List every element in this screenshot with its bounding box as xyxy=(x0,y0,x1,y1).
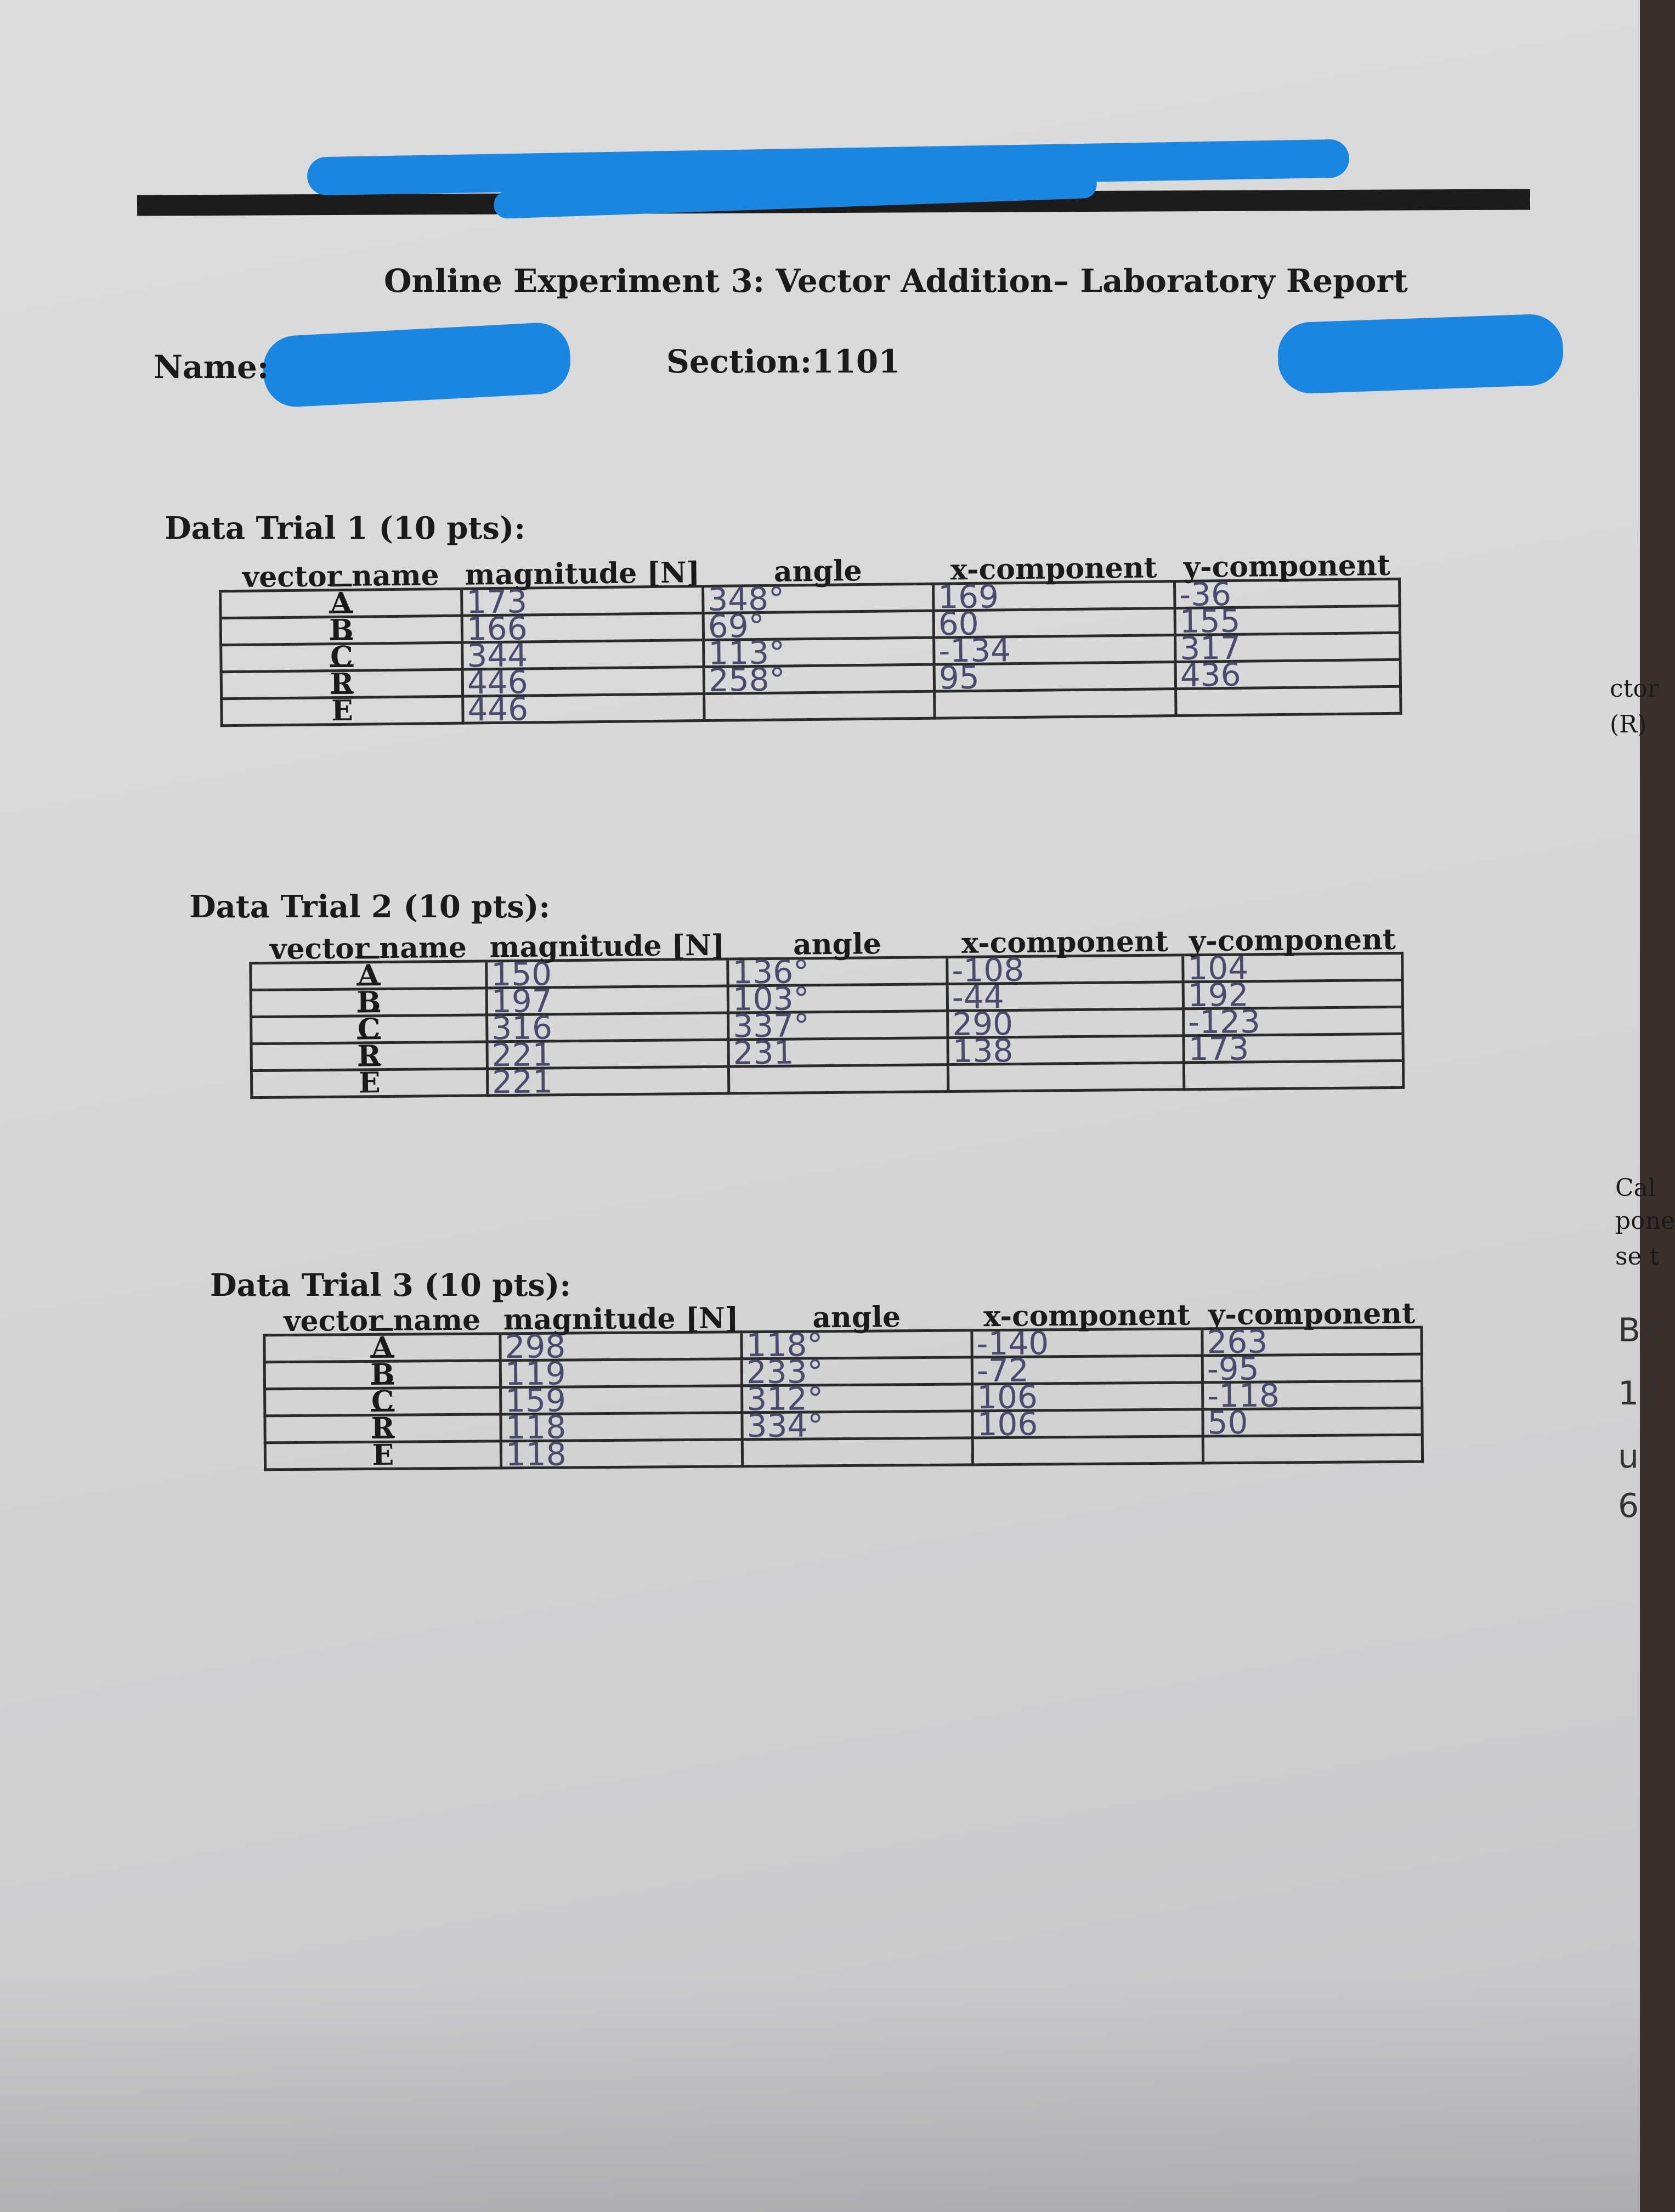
magnitude-cell: 173 xyxy=(462,586,703,616)
trial-3-heading: Data Trial 3 (10 pts): xyxy=(210,1267,571,1304)
vector-cell: $\overline{A}$ xyxy=(251,961,486,990)
magnitude-cell: 446 xyxy=(463,694,704,724)
y-cell: -95 xyxy=(1202,1354,1422,1383)
angle-cell: 334° xyxy=(742,1411,972,1440)
vector-cell: $\overline{E}$ xyxy=(265,1441,501,1470)
header-y-component: y-component xyxy=(1182,917,1402,955)
x-cell: 60 xyxy=(933,608,1175,638)
magnitude-cell: 166 xyxy=(462,613,703,643)
header-magnitude: magnitude [N] xyxy=(486,923,728,961)
y-cell: 173 xyxy=(1184,1034,1403,1062)
header-magnitude: magnitude [N] xyxy=(500,1295,741,1334)
y-cell: -118 xyxy=(1203,1381,1422,1409)
angle-cell: 337° xyxy=(728,1011,948,1040)
trial-1-heading: Data Trial 1 (10 pts): xyxy=(165,510,526,546)
header-vector-name: vector name xyxy=(264,1297,500,1335)
page-shadow xyxy=(0,1975,1640,2212)
x-cell: 169 xyxy=(933,582,1175,611)
x-cell: 138 xyxy=(948,1036,1184,1065)
edge-text: pone xyxy=(1615,1207,1675,1235)
header-x-component: x-component xyxy=(933,545,1175,584)
angle-cell: 231 xyxy=(728,1038,948,1066)
header-angle: angle xyxy=(703,548,933,586)
vector-cell: $\overline{A}$ xyxy=(220,589,462,618)
angle-cell: 348° xyxy=(703,584,933,613)
y-cell: 317 xyxy=(1175,633,1400,662)
header-magnitude: magnitude [N] xyxy=(461,550,703,589)
vector-cell: $\overline{R}$ xyxy=(251,1042,487,1071)
magnitude-cell: 118 xyxy=(501,1440,742,1468)
magnitude-cell: 298 xyxy=(500,1332,742,1361)
y-cell: 192 xyxy=(1183,980,1402,1008)
edge-text: Bx xyxy=(1618,1311,1660,1350)
magnitude-cell: 221 xyxy=(487,1066,728,1096)
trial-1-table xyxy=(218,543,1402,727)
edge-text: ui xyxy=(1618,1437,1648,1476)
vector-cell: $\overline{E}$ xyxy=(251,1069,487,1098)
edge-text: ctor xyxy=(1610,675,1659,703)
y-cell: -36 xyxy=(1175,579,1400,608)
vector-cell: $\overline{B}$ xyxy=(251,988,486,1017)
y-cell: 155 xyxy=(1175,606,1400,635)
header-angle: angle xyxy=(741,1294,971,1331)
magnitude-cell: 119 xyxy=(500,1359,742,1387)
vector-cell: $\overline{E}$ xyxy=(222,696,463,726)
header-vector-name: vector name xyxy=(250,924,486,963)
x-cell: -108 xyxy=(947,955,1183,984)
magnitude-cell: 150 xyxy=(486,959,728,988)
edge-text: Cal xyxy=(1615,1174,1656,1202)
redaction-right xyxy=(1277,313,1564,394)
magnitude-cell: 446 xyxy=(462,667,704,697)
x-cell: -44 xyxy=(947,982,1183,1011)
angle-cell: 69° xyxy=(703,611,933,640)
header-angle: angle xyxy=(727,921,947,959)
y-cell: 50 xyxy=(1203,1408,1422,1436)
x-cell: -72 xyxy=(972,1356,1202,1384)
edge-text: 6 xyxy=(1618,1487,1639,1525)
angle-cell: 113° xyxy=(704,637,934,667)
vector-cell: $\overline{A}$ xyxy=(264,1334,500,1362)
x-cell: 95 xyxy=(934,662,1175,692)
trial-3-table xyxy=(263,1291,1424,1474)
y-cell: -123 xyxy=(1184,1007,1403,1035)
header-y-component: y-component xyxy=(1202,1291,1421,1329)
magnitude-cell: 316 xyxy=(487,1013,728,1042)
magnitude-cell: 221 xyxy=(487,1040,728,1069)
trial-2-heading: Data Trial 2 (10 pts): xyxy=(189,889,551,925)
edge-text: se t xyxy=(1615,1243,1660,1271)
name-label: Name: xyxy=(154,348,269,386)
header-x-component: x-component xyxy=(971,1292,1202,1330)
magnitude-cell: 197 xyxy=(486,986,728,1015)
angle-cell: 136° xyxy=(728,957,947,986)
angle-cell: 118° xyxy=(742,1330,972,1359)
x-cell: 106 xyxy=(972,1409,1203,1438)
header-vector-name: vector name xyxy=(220,552,462,591)
x-cell: -134 xyxy=(934,635,1175,665)
report-title: Online Experiment 3: Vector Addition– Laboratory Report xyxy=(384,262,1408,300)
vector-cell: $\overline{R}$ xyxy=(221,669,462,699)
magnitude-cell: 344 xyxy=(462,640,704,670)
magnitude-cell: 159 xyxy=(501,1386,742,1414)
vector-cell: $\overline{R}$ xyxy=(265,1414,501,1443)
y-cell: 436 xyxy=(1175,659,1400,689)
angle-cell: 233° xyxy=(742,1357,972,1386)
vector-cell: $\overline{B}$ xyxy=(264,1361,500,1389)
y-cell: 104 xyxy=(1183,953,1402,981)
edge-text: (R) xyxy=(1610,710,1647,738)
vector-cell: $\overline{C}$ xyxy=(251,1015,487,1044)
trial-2-table xyxy=(249,917,1405,1099)
vector-cell: $\overline{B}$ xyxy=(220,616,462,645)
angle-cell: 103° xyxy=(728,984,947,1013)
x-cell: 290 xyxy=(948,1009,1184,1038)
angle-cell: 258° xyxy=(704,664,934,693)
header-y-component: y-component xyxy=(1174,543,1400,582)
vector-cell: $\overline{C}$ xyxy=(265,1387,501,1416)
y-cell: 263 xyxy=(1202,1327,1422,1356)
edge-text: 12 xyxy=(1618,1374,1660,1413)
x-cell: 106 xyxy=(972,1383,1203,1411)
x-cell: -140 xyxy=(972,1329,1202,1357)
magnitude-cell: 118 xyxy=(501,1413,742,1441)
header-x-component: x-component xyxy=(947,918,1183,957)
angle-cell: 312° xyxy=(742,1384,972,1413)
vector-cell: $\overline{C}$ xyxy=(221,642,462,672)
section-label: Section:1101 xyxy=(666,343,901,380)
